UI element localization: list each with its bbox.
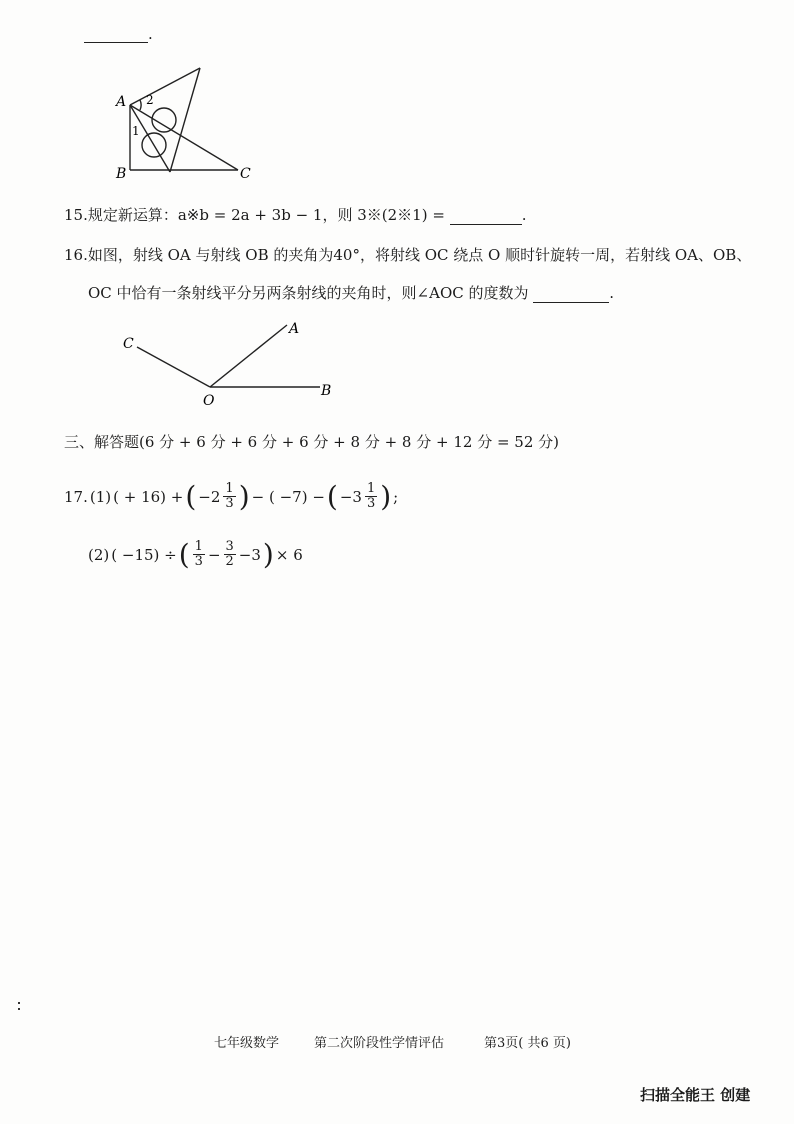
numerator: 1 <box>194 539 203 554</box>
mixed-whole: −2 <box>198 487 221 506</box>
margin-mark <box>18 1002 20 1004</box>
footer-exam: 第二次阶段性学情评估 <box>314 1036 445 1051</box>
label-A: A <box>116 94 127 110</box>
scanner-watermark: 扫描全能王 创建 <box>640 1086 751 1104</box>
segment-triangle-top <box>130 68 200 105</box>
question-text: 如图，射线 OA 与射线 OB 的夹角为40°，将射线 OC 绕点 O 顺时针旋转一周，若射线 OA、OB、 <box>87 246 752 264</box>
fraction <box>223 482 235 511</box>
fraction <box>193 540 205 569</box>
footer-page: 第3页( 共6 页) <box>484 1036 571 1051</box>
label-B: B <box>321 383 332 399</box>
paren-close: ) <box>262 537 274 571</box>
question-number: 15. <box>64 206 88 224</box>
label-O: O <box>203 393 215 409</box>
denominator: 3 <box>194 554 203 569</box>
fraction <box>365 482 377 511</box>
term: ( + 16) + <box>113 487 184 506</box>
segment-triangle-right <box>170 68 200 172</box>
operator: − <box>207 545 221 564</box>
label-C: C <box>240 166 251 182</box>
label-angle-2: 2 <box>146 93 154 107</box>
question-17-part-2 <box>88 537 303 571</box>
paren-close: ) <box>380 479 392 513</box>
denominator: 3 <box>225 496 234 511</box>
numerator: 1 <box>366 481 376 496</box>
question-text: 规定新运算：a※b = 2a + 3b − 1，则 3※(2※1) = <box>87 206 445 224</box>
mixed-whole: −3 <box>339 487 362 506</box>
denominator: 2 <box>225 554 234 569</box>
term: −3 <box>238 545 261 564</box>
part-label: (2) <box>88 545 110 564</box>
prev-answer-blank <box>84 26 148 43</box>
part-label: (1) <box>89 487 112 506</box>
question-16-line-2 <box>88 283 614 303</box>
question-text: OC 中恰有一条射线平分另两条射线的夹角时，则∠AOC 的度数为 <box>88 284 529 302</box>
term: ( −15) ÷ <box>111 545 177 564</box>
question-end: . <box>521 206 527 224</box>
label-C: C <box>123 336 134 352</box>
ray-oa <box>210 325 287 387</box>
answer-blank-15 <box>450 208 522 225</box>
numerator: 1 <box>225 481 234 496</box>
term: − ( −7) − <box>251 487 325 506</box>
paren-open: ( <box>178 537 190 571</box>
answer-blank-16 <box>533 286 609 303</box>
section-3-title: 三、解答题(6 分 + 6 分 + 6 分 + 6 分 + 8 分 + 8 分 + 12 分 = 52 分) <box>64 433 560 451</box>
term-end: ; <box>393 487 399 506</box>
paren-close: ) <box>238 479 250 513</box>
label-angle-1: 1 <box>132 124 140 138</box>
term: × 6 <box>275 545 303 564</box>
segment-ac <box>130 105 238 170</box>
figure-q16 <box>115 315 345 410</box>
label-A: A <box>289 321 300 337</box>
question-17-part-1 <box>64 479 399 513</box>
denominator: 3 <box>366 496 376 511</box>
paren-open: ( <box>185 479 197 513</box>
question-16-line-1 <box>64 245 751 265</box>
fraction <box>224 540 236 569</box>
label-B: B <box>116 166 127 182</box>
prev-answer-period: . <box>148 25 153 43</box>
ray-oc <box>137 347 210 387</box>
question-end: . <box>609 284 615 302</box>
angle-arc-2 <box>140 100 141 110</box>
question-15 <box>64 205 526 225</box>
footer-subject: 七年级数学 <box>214 1036 280 1051</box>
numerator: 3 <box>225 539 234 554</box>
figure-q14 <box>100 60 260 190</box>
question-number: 16. <box>64 246 88 264</box>
paren-open: ( <box>326 479 338 513</box>
question-number: 17. <box>64 487 88 506</box>
